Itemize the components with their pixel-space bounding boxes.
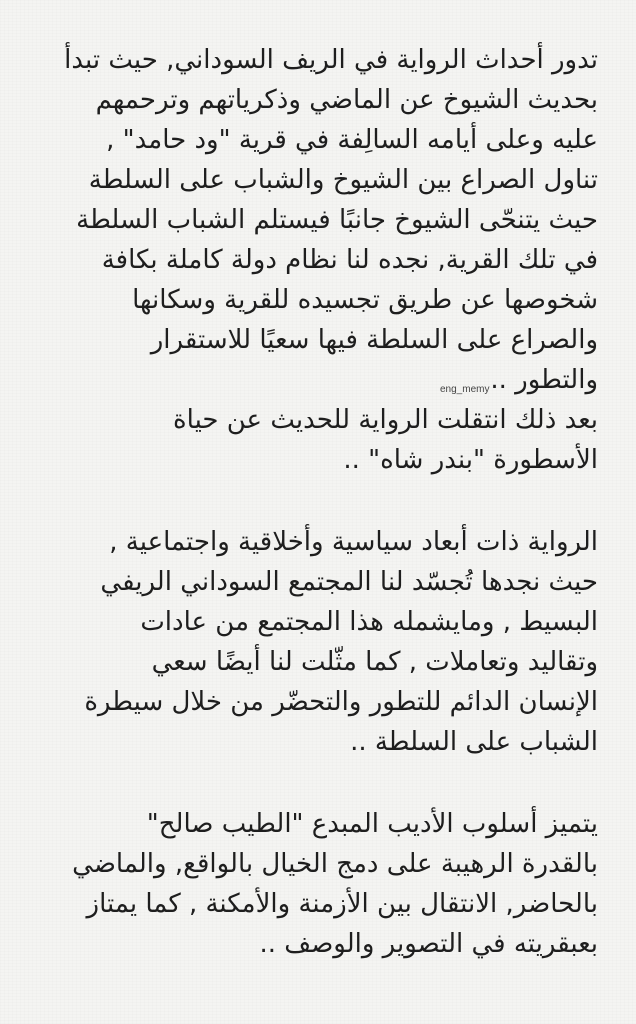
paragraph-dimensions [30, 522, 598, 762]
text-line: بالحاضر, الانتقال بين الأزمنة والأمكنة , كما يمتاز [86, 889, 598, 919]
text-line: بعبقريته في التصوير والوصف .. [259, 929, 598, 959]
text-line: تناول الصراع بين الشيوخ والشباب على السلطة [88, 165, 598, 195]
text-line: حيث يتنحّى الشيوخ جانبًا فيستلم الشباب السلطة [76, 205, 598, 235]
text-line: يتميز أسلوب الأديب المبدع "الطيب صالح" [146, 809, 598, 839]
text-line: البسيط , ومايشمله هذا المجتمع من عادات [140, 607, 598, 637]
paragraph-gap [30, 762, 598, 804]
text-line: بحديث الشيوخ عن الماضي وذكرياتهم وترحمهم [95, 85, 598, 115]
paragraph-author-style [30, 804, 598, 964]
paragraph-story-summary [30, 40, 598, 480]
text-line: والتطور .. [490, 365, 598, 395]
text-line: شخوصها عن طريق تجسيده للقرية وسكانها [132, 285, 598, 315]
text-line: الأسطورة "بندر شاه" .. [343, 445, 598, 475]
text-line: عليه وعلى أيامه السالِفة في قرية "ود حامد" , [106, 125, 598, 155]
text-line: وتقاليد وتعاملات , كما مثّلت لنا أيضًا سعي [151, 647, 598, 677]
text-line: والصراع على السلطة فيها سعيًا للاستقرار [150, 325, 598, 355]
paragraph-gap [30, 480, 598, 522]
text-line: في تلك القرية, نجده لنا نظام دولة كاملة بكافة [101, 245, 598, 275]
text-line: بعد ذلك انتقلت الرواية للحديث عن حياة [173, 405, 598, 435]
note-text [30, 40, 598, 964]
text-line: تدور أحداث الرواية في الريف السوداني, حيث تبدأ [64, 45, 598, 75]
text-line: الإنسان الدائم للتطور والتحضّر من خلال سيطرة [84, 687, 598, 717]
watermark-username: eng_memy [440, 384, 490, 395]
text-line: بالقدرة الرهيبة على دمج الخيال بالواقع, والماضي [72, 849, 598, 879]
text-line: حيث نجدها تُجسّد لنا المجتمع السوداني الريفي [100, 567, 598, 597]
text-line: الشباب على السلطة .. [350, 727, 598, 757]
text-line: الرواية ذات أبعاد سياسية وأخلاقية واجتماعية , [109, 527, 598, 557]
